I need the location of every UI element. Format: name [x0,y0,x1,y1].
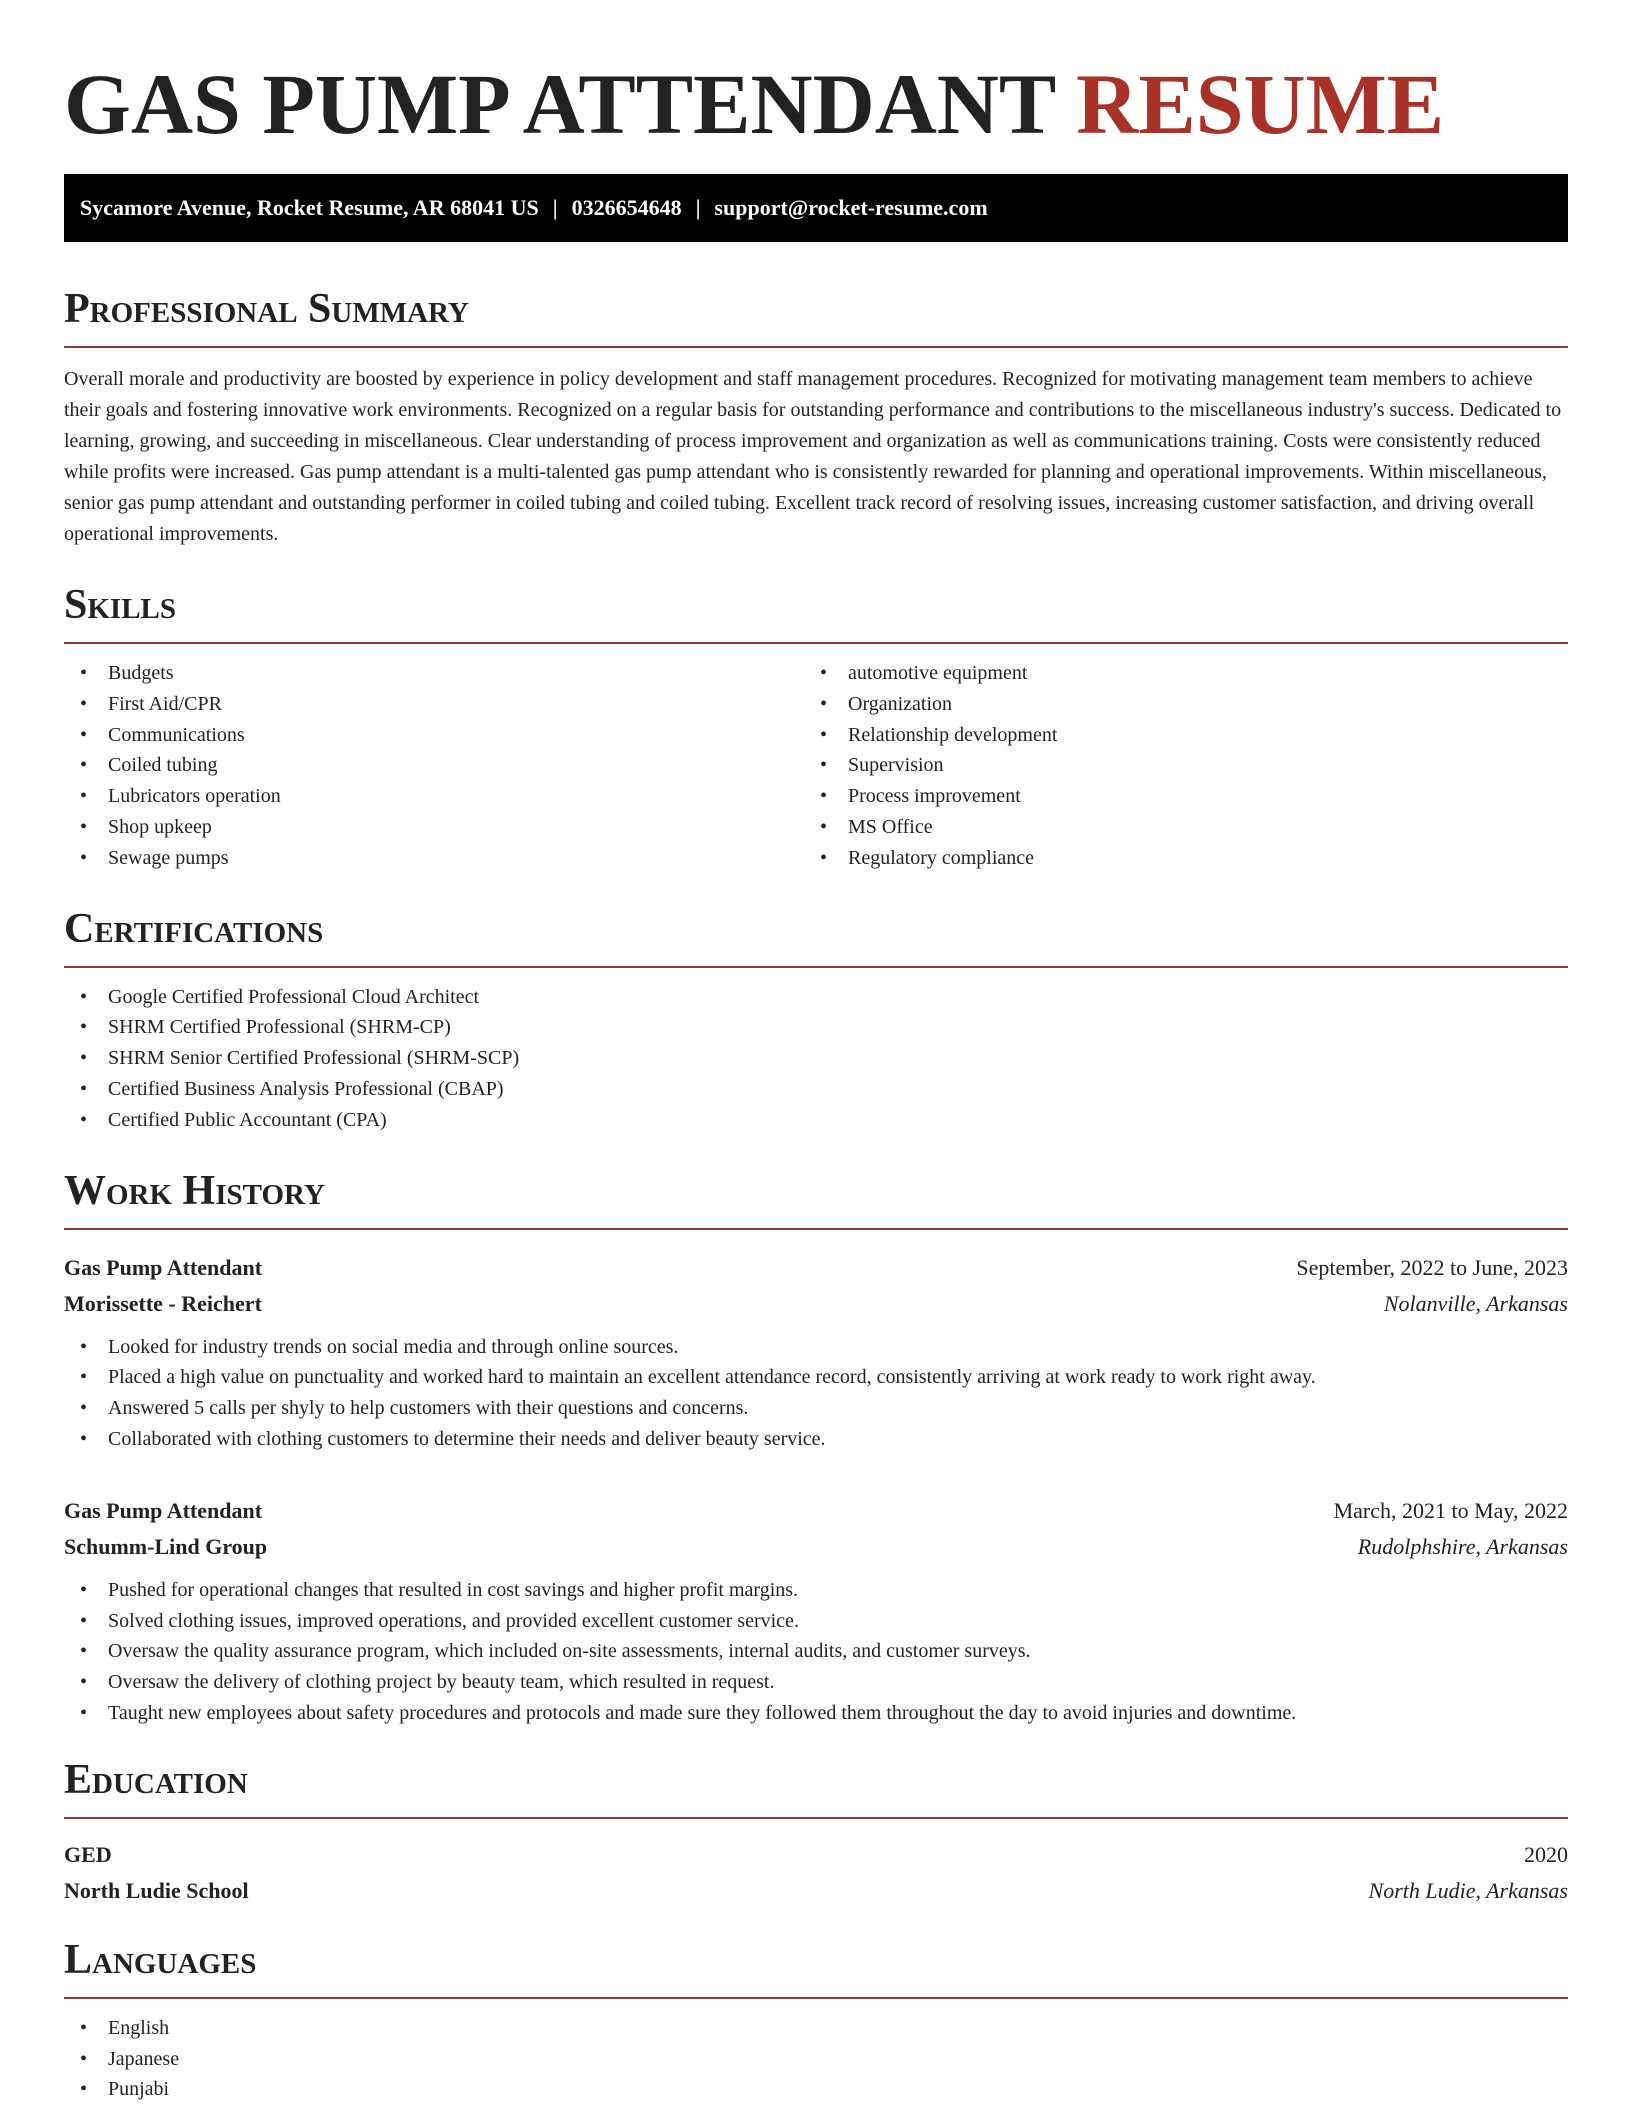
skill-item: • Shop upkeep [64,812,804,843]
skill-item: • automotive equipment [804,658,1544,689]
summary-heading: Professional Summary [64,286,1568,348]
summary-text: Overall morale and productivity are boosted by experience in policy development and staff management procedures. Recognized for motivating management team members to achieve their goals and fostering innovative work environments. Recognized on a regular basis for outstanding performance and contributions to the miscellaneous industry's success. Dedicated to learning, growing, and succeeding in miscellaneous. Clear understanding of process improvement and organization as well as communications training. Costs were consistently reduced while profits were increased. Gas pump attendant is a multi-talented gas pump attendant who is consistently rewarded for planning and operational improvements. Within miscellaneous, senior gas pump attendant and outstanding performer in coiled tubing and coiled tubing. Excellent track record of resolving issues, increasing customer satisfaction, and driving overall operational improvements. [64,368,1562,545]
skill-item: • Lubricators operation [64,781,804,812]
job-dates: September, 2022 to June, 2023 [1296,1254,1568,1280]
education-heading: Education [64,1757,1568,1819]
resume-title-accent: RESUME [1076,56,1445,152]
contact-address: Sycamore Avenue, Rocket Resume, AR 68041 US [80,195,539,220]
job-title: Gas Pump Attendant [64,1254,263,1280]
skill-item: • Supervision [804,750,1544,781]
certification-item: • SHRM Senior Certified Professional (SHRM-SCP) [64,1043,1568,1074]
job-bullet: • Answered 5 calls per shyly to help customers with their questions and concerns. [64,1393,1568,1424]
job-bullet: • Oversaw the quality assurance program, which included on-site assessments, internal audits, and customer surveys. [64,1636,1568,1667]
certifications-section [64,906,1568,1136]
language-item: • Japanese [64,2044,1568,2075]
job-bullet: • Taught new employees about safety procedures and protocols and made sure they followed them throughout the day to avoid injuries and downtime. [64,1698,1568,1729]
certification-item: • Certified Public Accountant (CPA) [64,1105,1568,1136]
job-title: Gas Pump Attendant [64,1497,263,1523]
job-bullet: • Collaborated with clothing customers to determine their needs and deliver beauty service. [64,1424,1568,1455]
job-entry [64,1493,1568,1729]
skill-item: • Budgets [64,658,804,689]
certification-item: • Google Certified Professional Cloud Architect [64,982,1568,1013]
education-year: 2020 [1524,1841,1568,1867]
education-location: North Ludie, Arkansas [1368,1877,1568,1903]
skill-item: • Relationship development [804,720,1544,751]
skill-item: • Regulatory compliance [804,843,1544,874]
contact-separator: | [552,195,558,220]
contact-phone: 0326654648 [571,195,682,220]
skills-heading: Skills [64,582,1568,644]
skill-item: • MS Office [804,812,1544,843]
work-history-section [64,1168,1568,1729]
certifications-list [64,982,1568,1136]
job-bullet: • Placed a high value on punctuality and worked hard to maintain an excellent attendance record, consistently arriving at work ready to work right away. [64,1362,1568,1393]
job-dates: March, 2021 to May, 2022 [1333,1497,1568,1523]
languages-section [64,1937,1568,2105]
work-history-heading: Work History [64,1168,1568,1230]
job-company: Morissette - Reichert [64,1290,262,1316]
summary-section [64,286,1568,550]
skill-item: • First Aid/CPR [64,689,804,720]
job-bullet: • Pushed for operational changes that resulted in cost savings and higher profit margins. [64,1575,1568,1606]
languages-heading: Languages [64,1937,1568,1999]
job-company-row [64,1286,1568,1322]
education-school-row [64,1873,1568,1909]
job-bullets [64,1332,1568,1455]
job-header-row [64,1250,1568,1286]
education-entry [64,1837,1568,1909]
resume-title-main: GAS PUMP ATTENDANT [64,56,1055,152]
education-section [64,1757,1568,1909]
contact-bar [64,174,1568,242]
skills-section [64,582,1568,874]
certifications-heading: Certifications [64,906,1568,968]
resume-page [64,0,1568,2105]
skill-item: • Communications [64,720,804,751]
resume-title [64,58,1568,150]
skill-item: • Coiled tubing [64,750,804,781]
job-bullets [64,1575,1568,1729]
skill-item: • Sewage pumps [64,843,804,874]
skills-list-left [64,658,804,874]
job-company-row [64,1529,1568,1565]
certification-item: • SHRM Certified Professional (SHRM-CP) [64,1012,1568,1043]
job-bullet: • Looked for industry trends on social media and through online sources. [64,1332,1568,1363]
job-company: Schumm-Lind Group [64,1533,268,1559]
contact-email: support@rocket-resume.com [714,195,988,220]
job-bullet: • Solved clothing issues, improved operations, and provided excellent customer service. [64,1606,1568,1637]
job-location: Rudolphshire, Arkansas [1357,1533,1568,1559]
job-entry [64,1250,1568,1455]
language-item: • Punjabi [64,2074,1568,2105]
skill-item: • Process improvement [804,781,1544,812]
contact-separator: | [695,195,701,220]
skills-list-right [804,658,1544,874]
education-degree-row [64,1837,1568,1873]
skill-item: • Organization [804,689,1544,720]
job-location: Nolanville, Arkansas [1383,1290,1568,1316]
certification-item: • Certified Business Analysis Professional (CBAP) [64,1074,1568,1105]
education-school: North Ludie School [64,1877,249,1903]
skills-grid [64,658,1568,874]
job-bullet: • Oversaw the delivery of clothing project by beauty team, which resulted in request. [64,1667,1568,1698]
job-header-row [64,1493,1568,1529]
language-item: • English [64,2013,1568,2044]
education-degree: GED [64,1841,112,1867]
languages-list [64,2013,1568,2105]
